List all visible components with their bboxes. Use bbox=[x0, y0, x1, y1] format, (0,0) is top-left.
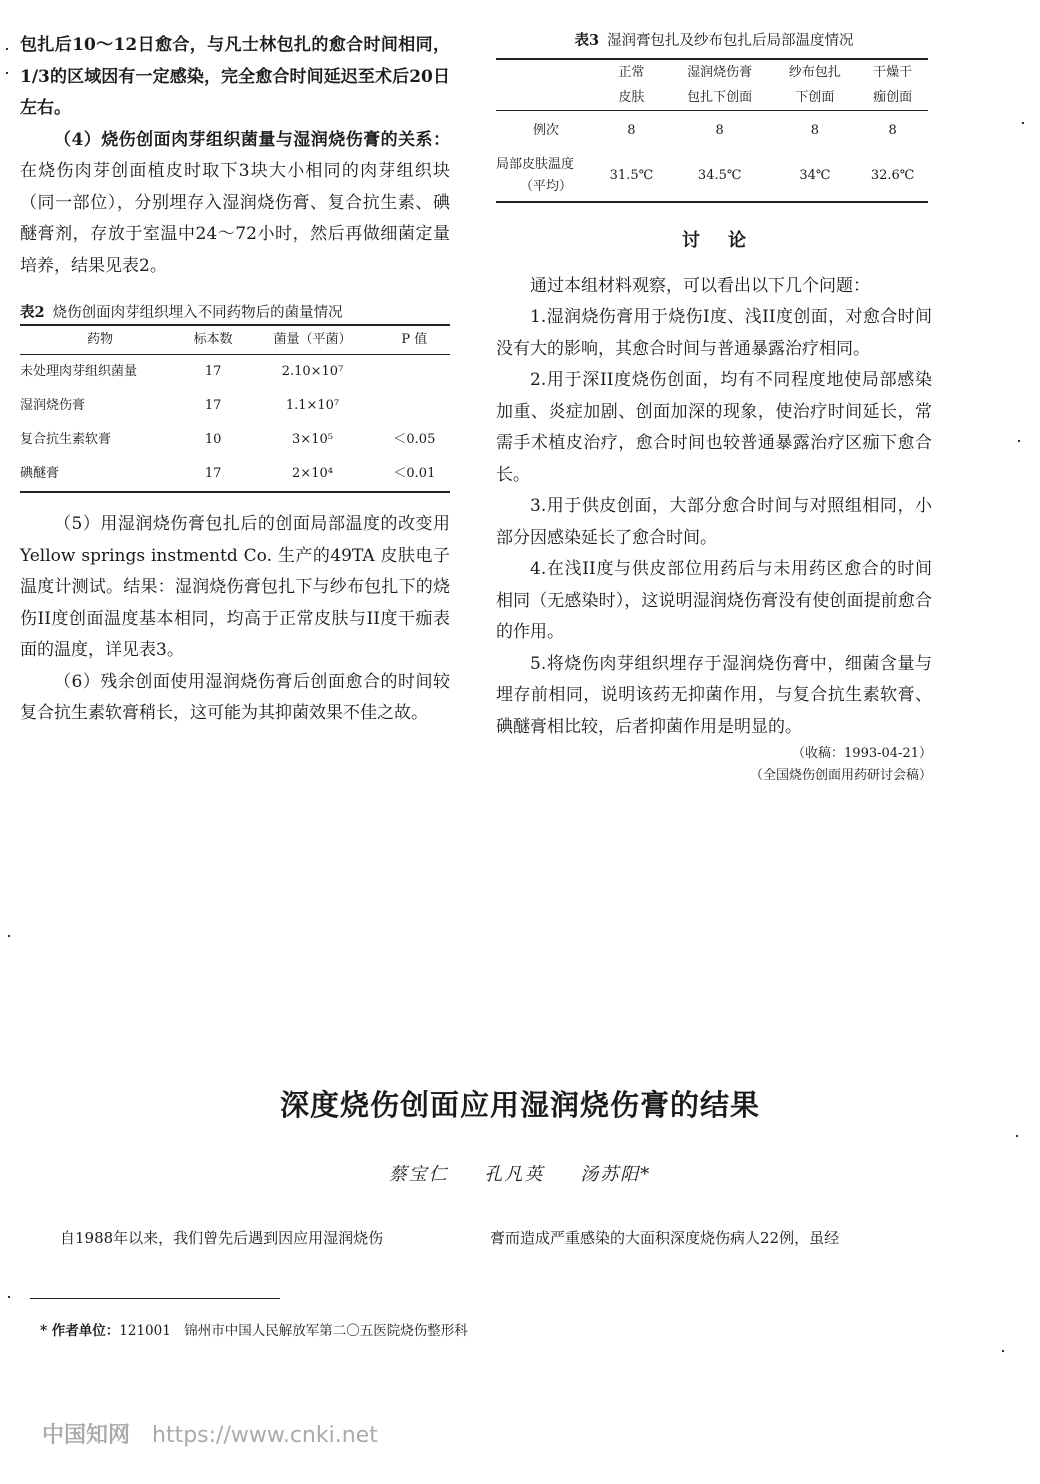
table-cell: ＜0.05 bbox=[393, 432, 436, 447]
scan-speck bbox=[6, 48, 8, 50]
table-cell bbox=[379, 389, 450, 423]
table-cell: 8 bbox=[888, 123, 897, 138]
paragraph-5: （5）用湿润烧伤膏包扎后的创面局部温度的改变用 Yellow springs instmentd Co. 生产的49TA 皮肤电子温度计测试。结果：湿润烧伤膏包扎下与纱布包扎下的烧伤II度创面温度基本相同，均高于正常皮肤与II度干痂表面的温度，详见表3。 bbox=[20, 514, 450, 660]
scan-speck bbox=[1018, 440, 1020, 442]
table3-header: 湿润烧伤膏 bbox=[667, 59, 773, 85]
author-name: 蔡宝仁 bbox=[388, 1164, 449, 1185]
table2 bbox=[20, 324, 450, 493]
scan-speck bbox=[1016, 1135, 1018, 1137]
paragraph-continuation: 包扎后10～12日愈合，与凡士林包扎的愈合时间相同，1/3的区域因有一定感染，完全愈合时间延迟至术后20日左右。 bbox=[20, 35, 450, 118]
scan-speck bbox=[6, 72, 8, 74]
table-cell: 10 bbox=[204, 432, 222, 447]
table-cell: 8 bbox=[715, 123, 724, 138]
table-cell: 32.6℃ bbox=[857, 151, 928, 202]
footnote-text: 121001 锦州市中国人民解放军第二〇五医院烧伤整形科 bbox=[119, 1323, 468, 1339]
paragraph-4 bbox=[20, 125, 450, 283]
scan-speck bbox=[1022, 122, 1024, 124]
table-cell: ＜0.01 bbox=[379, 457, 450, 492]
article-title: 深度烧伤创面应用湿润烧伤膏的结果 bbox=[279, 1088, 760, 1122]
table-cell bbox=[379, 355, 450, 390]
footnote-divider bbox=[30, 1298, 280, 1299]
table-cell: 17 bbox=[180, 457, 246, 492]
table-cell: 8 bbox=[810, 123, 820, 138]
table2-title: 烧伤创面肉芽组织埋入不同药物后的菌量情况 bbox=[52, 305, 343, 321]
table2-header-row bbox=[20, 325, 450, 355]
table3-header: 纱布包扎 bbox=[773, 59, 858, 85]
scan-speck bbox=[1002, 1350, 1004, 1352]
table-row bbox=[20, 457, 450, 492]
author-list bbox=[0, 1160, 1040, 1186]
table2-header: P 值 bbox=[379, 325, 450, 355]
conference-note: （全国烧伤创面用药研讨会稿） bbox=[749, 768, 932, 783]
table3 bbox=[496, 58, 928, 203]
scan-speck bbox=[8, 935, 10, 937]
watermark-brand: 中国知网 bbox=[42, 1423, 131, 1448]
author-name: 汤苏阳* bbox=[580, 1164, 652, 1185]
discussion-point: 1.湿润烧伤膏用于烧伤I度、浅II度创面，对愈合时间没有大的影响，其愈合时间与普通暴露治疗相同。 bbox=[496, 307, 932, 359]
table2-header: 药物 bbox=[20, 325, 180, 355]
table-cell: 未处理肉芽组织菌量 bbox=[20, 364, 138, 379]
table3-row-label-sub: （平均） bbox=[519, 179, 572, 194]
table3-header: 皮肤 bbox=[596, 85, 667, 111]
discussion-point: 4.在浅II度与供皮部位用药后与未用药区愈合的时间相同（无感染时），这说明湿润烧伤膏没有使创面提前愈合的作用。 bbox=[496, 559, 932, 642]
table3-title: 湿润膏包扎及纱布包扎后局部温度情况 bbox=[607, 33, 854, 49]
watermark-url: https://www.cnki.net bbox=[152, 1423, 378, 1448]
table-cell: 3×10⁵ bbox=[292, 432, 333, 447]
table2-header: 标本数 bbox=[180, 325, 246, 355]
discussion-point: 5.将烧伤肉芽组织埋存于湿润烧伤膏中，细菌含量与埋存前相同，说明该药无抑菌作用，与复合抗生素软膏、碘醚膏相比较，后者抑菌作用是明显的。 bbox=[496, 653, 932, 737]
paragraph-4-lead: （4）烧伤创面肉芽组织菌量与湿润烧伤膏的关系： bbox=[54, 129, 450, 150]
table-row bbox=[20, 355, 450, 390]
footnote-marker: * 作者单位： bbox=[40, 1323, 120, 1339]
table-cell: 34.5℃ bbox=[667, 151, 773, 202]
right-column bbox=[496, 30, 932, 787]
table-cell: 湿润烧伤膏 bbox=[20, 398, 86, 413]
scan-speck bbox=[8, 1296, 10, 1298]
footnote bbox=[40, 1320, 840, 1342]
table-cell: 34℃ bbox=[773, 151, 858, 202]
table3-header-row bbox=[496, 85, 928, 111]
left-column bbox=[20, 30, 450, 730]
table3-number: 表3 bbox=[574, 32, 600, 49]
table-cell: 17 bbox=[204, 398, 222, 413]
table2-header: 菌量（平菌） bbox=[246, 325, 378, 355]
table-row bbox=[496, 111, 928, 152]
table-row bbox=[20, 389, 450, 423]
article-intro-left: 自1988年以来，我们曾先后遇到因应用湿润烧伤 bbox=[60, 1229, 384, 1247]
table-cell: 1.1×10⁷ bbox=[285, 398, 340, 413]
watermark bbox=[42, 1418, 378, 1449]
table3-header-row bbox=[496, 59, 928, 85]
table-cell: 31.5℃ bbox=[596, 151, 667, 202]
table3-header: 下创面 bbox=[773, 85, 858, 111]
table3-header bbox=[496, 85, 596, 111]
table2-number: 表2 bbox=[20, 304, 45, 321]
discussion-point: 3.用于供皮创面，大部分愈合时间与对照组相同，小部分因感染延长了愈合时间。 bbox=[496, 496, 932, 548]
table3-header: 包扎下创面 bbox=[667, 85, 773, 111]
table3-caption bbox=[496, 30, 932, 52]
paragraph-4-body: 在烧伤肉芽创面植皮时取下3块大小相同的肉芽组织块（同一部位），分别埋存入湿润烧伤膏、复合抗生素、碘醚膏剂，存放于室温中24～72小时，然后再做细菌定量培养，结果见表2。 bbox=[20, 161, 450, 276]
table-row bbox=[496, 151, 928, 202]
table3-header bbox=[496, 59, 596, 85]
discussion-intro: 通过本组材料观察，可以看出以下几个问题： bbox=[530, 275, 870, 296]
table-cell: 碘醚膏 bbox=[20, 457, 180, 492]
table-cell: 例次 bbox=[532, 123, 559, 138]
article-intro-right: 膏而造成严重感染的大面积深度烧伤病人22例，虽经 bbox=[490, 1229, 840, 1247]
discussion-heading: 讨论 bbox=[682, 230, 774, 251]
table3-header: 正常 bbox=[596, 59, 667, 85]
table-row bbox=[20, 423, 450, 457]
table2-caption bbox=[20, 302, 450, 324]
table-cell: 2.10×10⁷ bbox=[281, 364, 344, 379]
author-name: 孔凡英 bbox=[484, 1164, 545, 1185]
table-cell: 8 bbox=[627, 123, 636, 138]
table3-header: 干燥干 bbox=[857, 59, 928, 85]
table3-header: 痂创面 bbox=[857, 85, 928, 111]
table-cell: 复合抗生素软膏 bbox=[20, 432, 112, 447]
table-cell-label bbox=[496, 151, 596, 202]
discussion-point: 2.用于深II度烧伤创面，均有不同程度地使局部感染加重、炎症加剧、创面加深的现象，使治疗时间延长，常需手术植皮治疗，愈合时间也较普通暴露治疗区痂下愈合长。 bbox=[496, 370, 932, 485]
table-cell: 17 bbox=[204, 364, 222, 379]
table3-row-label: 局部皮肤温度 bbox=[496, 157, 575, 172]
table-cell: 2×10⁴ bbox=[246, 457, 378, 492]
paragraph-6: （6）残余创面使用湿润烧伤膏后创面愈合的时间较复合抗生素软膏稍长，这可能为其抑菌效果不佳之故。 bbox=[20, 671, 450, 723]
received-date: （收稿：1993-04-21） bbox=[792, 746, 932, 761]
